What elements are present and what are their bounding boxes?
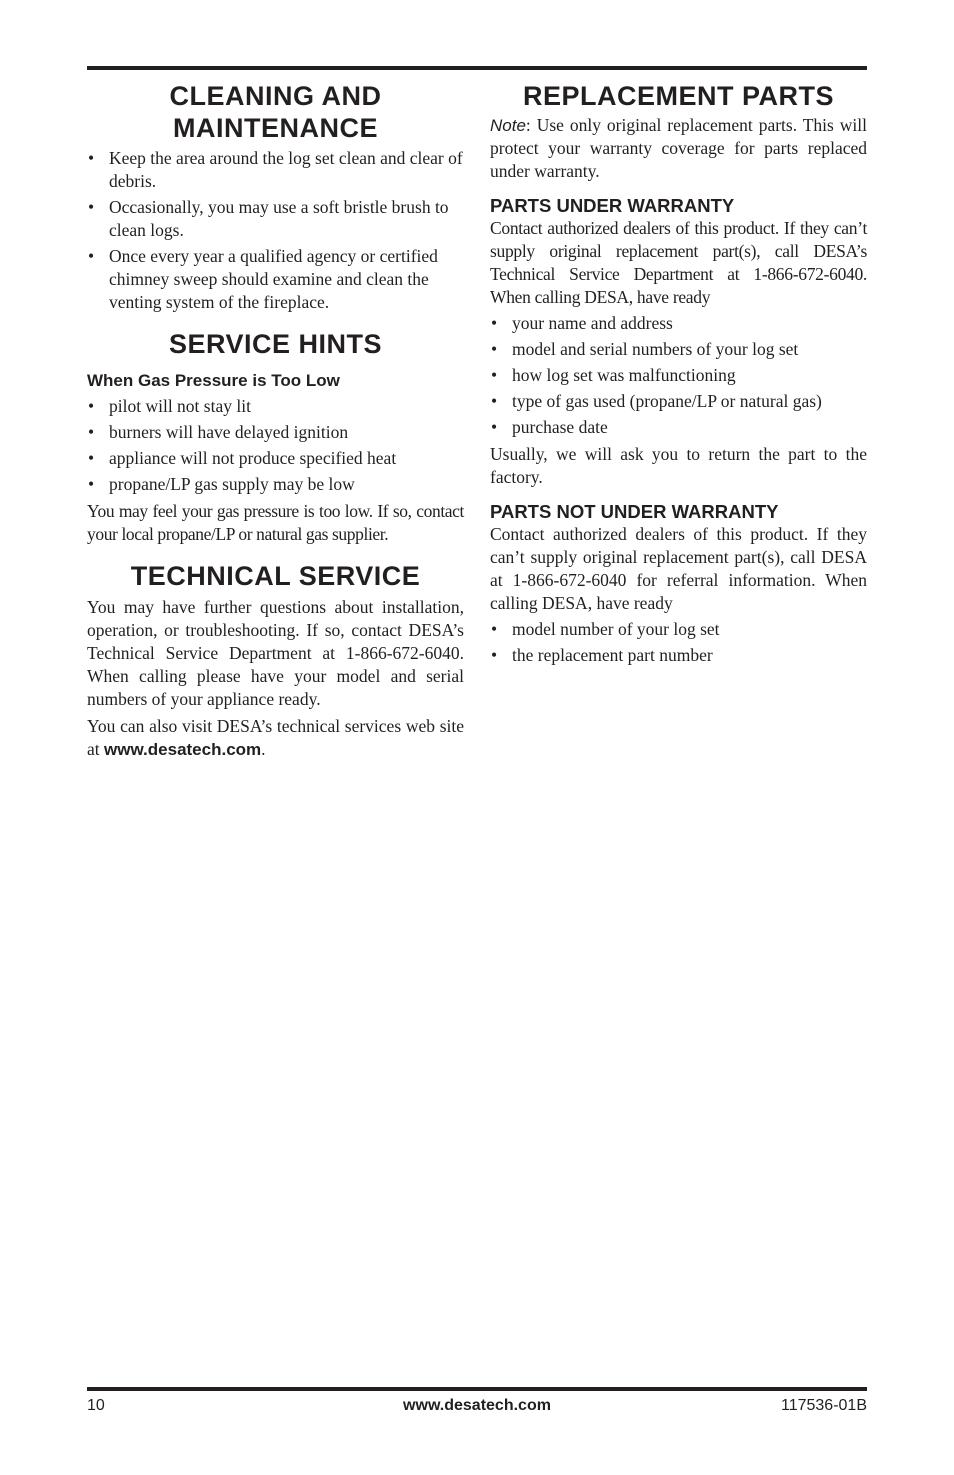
left-column [87,80,464,761]
parts-under-warranty-paragraph: Contact authorized dealers of this product. If they can’t supply original replacement part(s), call DESA’s Technical Service Department at 1-866-672-6040. When calling DESA, have ready [490,218,867,307]
parts-not-under-warranty-list [490,618,867,667]
cleaning-title [87,80,464,144]
parts-under-warranty-title: PARTS UNDER WARRANTY [490,195,735,216]
replacement-parts-title: REPLACEMENT PARTS [522,81,834,111]
bottom-rule [87,1387,867,1391]
list-item: • pilot will not stay lit [87,395,464,418]
note-text: : Use only original replacement parts. This will protect your warranty coverage for parts replaced under warranty. [490,115,867,181]
right-column [490,80,867,667]
service-hints-subtitle: When Gas Pressure is Too Low [87,371,340,390]
parts-not-under-warranty-paragraph: Contact authorized dealers of this product. If they can’t supply original replacement part(s), call DESA at 1-866-672-6040 for referral information. When calling DESA, have ready [490,524,867,613]
cleaning-list [87,147,464,314]
footer-doc-number: 117536-01B [781,1397,867,1414]
footer-website: www.desatech.com [403,1397,551,1414]
web-paragraph-period: . [261,739,266,759]
list-item: • Once every year a qualified agency or certified chimney sweep should examine and clean the venting system of the fireplace. [87,245,464,314]
list-item: • your name and address [490,312,867,335]
footer-page-number: 10 [87,1397,105,1414]
service-hints-paragraph: You may feel your gas pressure is too low. If so, contact your local propane/LP or natural gas supplier. [87,501,464,544]
parts-under-warranty-list [490,312,867,439]
cleaning-title-line1: CLEANING AND [169,81,382,111]
list-item: • how log set was malfunctioning [490,364,867,387]
list-item: • Keep the area around the log set clean and clear of debris. [87,147,464,193]
list-item: • burners will have delayed ignition [87,421,464,444]
list-item: • Occasionally, you may use a soft bristle brush to clean logs. [87,196,464,242]
service-hints-title: SERVICE HINTS [168,329,383,359]
list-item: • appliance will not produce specified heat [87,447,464,470]
parts-not-under-warranty-title: PARTS NOT UNDER WARRANTY [490,501,779,522]
service-hints-list [87,395,464,496]
replacement-note [490,114,867,183]
web-paragraph-text: You can also visit DESA’s technical services web site at [87,716,464,759]
technical-service-web-paragraph [87,715,464,761]
list-item: • model and serial numbers of your log set [490,338,867,361]
list-item: • the replacement part number [490,644,867,667]
note-label: Note [490,116,526,135]
website-link[interactable]: www.desatech.com [104,740,262,759]
technical-service-title: TECHNICAL SERVICE [130,561,421,591]
cleaning-title-line2: MAINTENANCE [173,113,378,143]
technical-service-paragraph: You may have further questions about installation, operation, or troubleshooting. If so, contact DESA’s Technical Service Department at 1-866-672-6040. When calling please have your model and serial numbers of your appliance ready. [87,597,464,709]
list-item: • type of gas used (propane/LP or natural gas) [490,390,867,413]
list-item: • propane/LP gas supply may be low [87,473,464,496]
list-item: • purchase date [490,416,867,439]
list-item: • model number of your log set [490,618,867,641]
parts-under-warranty-closing: Usually, we will ask you to return the part to the factory. [490,444,867,487]
top-rule [87,66,867,70]
